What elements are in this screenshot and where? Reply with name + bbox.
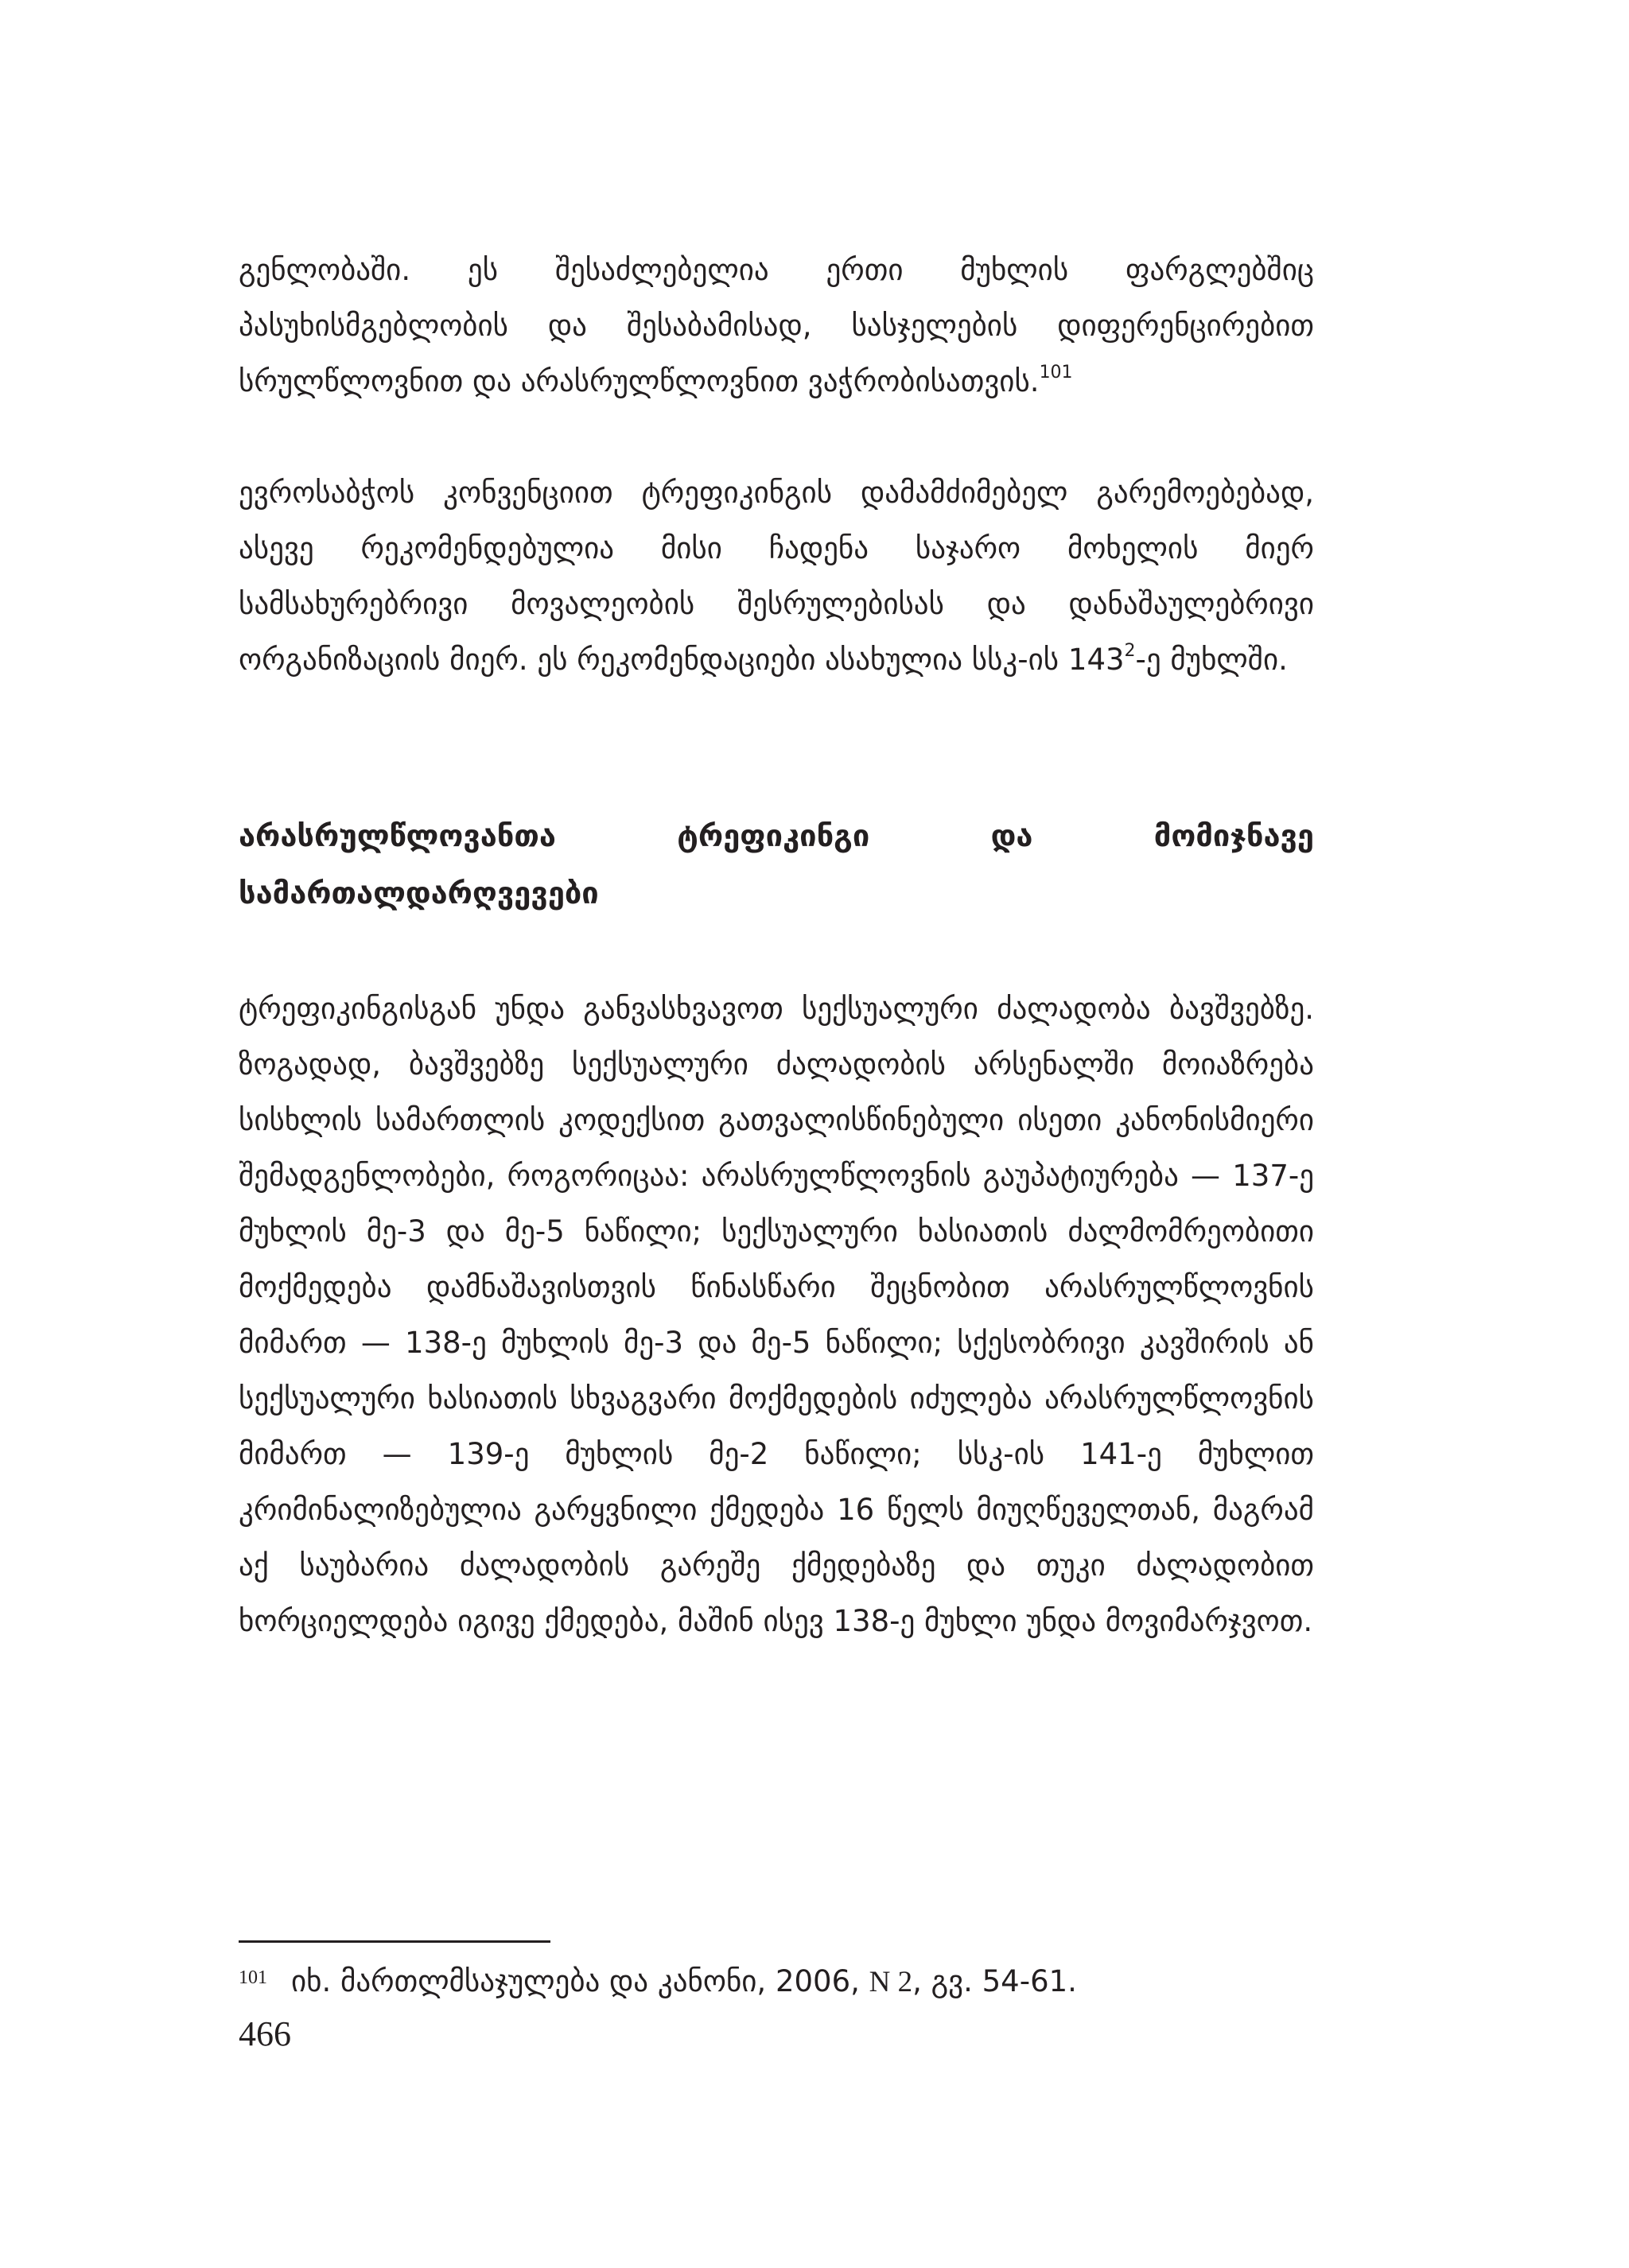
footnote-number: 101 [239, 1967, 267, 1988]
body-text [239, 243, 1314, 1649]
footnote-divider [239, 1940, 550, 1943]
section-heading: არასრულწლოვანთა ტრეფიკინგი და მომიჯნავე სამართალდარღვევები [239, 818, 1314, 911]
paragraph-1 [239, 243, 1314, 410]
page-number: 466 [239, 2014, 291, 2053]
footnote-issue-mark: N 2 [869, 1966, 913, 1998]
paragraph-1-text: გენლობაში. ეს შესაძლებელია ერთი მუხლის ფარგლებშიც პასუხისმგებლობის და შესაბამისად, სასჯელების დიფერენცირებით სრულწლოვნით და არასრულწლოვნით ვაჭრობისათვის. [239, 253, 1314, 398]
paragraph-2 [239, 465, 1314, 688]
footnote-text: იხ. მართლმსაჯულება და კანონი, 2006, [291, 1964, 869, 1998]
footnote-reference: 101 [1039, 362, 1073, 383]
footnote [239, 1958, 1314, 2010]
superscript-index: 2 [1124, 640, 1136, 661]
paragraph-2-text: ევროსაბჭოს კონვენციით ტრეფიკინგის დამამძიმებელ გარემოებებად, ასევე რეკომენდებულია მისი ჩადენა საჯარო მოხელის მიერ სამსახურებრივი მოვალეობის შესრულებისას და დანაშაულებრივი ორგანიზაციის მიერ. ეს რეკომენდაციები ასახულია სსკ-ის 143 [239, 476, 1314, 677]
paragraph-3: ტრეფიკინგისგან უნდა განვასხვავოთ სექსუალური ძალადობა ბავშვებზე. ზოგადად, ბავშვებზე სექსუალური ძალადობის არსენალში მოიაზრება სისხლის სამართლის კოდექსით გათვალისწინებული ისეთი კანონისმიერი შემადგენლობები, როგორიცაა: არასრულწლოვნის გაუპატიურება — 137-ე მუხლის მე-3 და მე-5 ნაწილი; სექსუალური ხასიათის ძალმომრეობითი მოქმედება დამნაშავისთვის წინასწარი შეცნობით არასრულწლოვნის მიმართ — 138-ე მუხლის მე-3 და მე-5 ნაწილი; სქესობრივი კავშირის ან სექსუალური ხასიათის სხვაგვარი მოქმედების იძულება არასრულწლოვნის მიმართ — 139-ე მუხლის მე-2 ნაწილი; სსკ-ის 141-ე მუხლით კრიმინალიზებულია გარყვნილი ქმედება 16 წელს მიუღწეველთან, მაგრამ აქ საუბარია ძალადობის გარეშე ქმედებაზე და თუკი ძალადობით ხორციელდება იგივე ქმედება, მაშინ ისევ 138-ე მუხლი უნდა მოვიმარჯვოთ. [239, 992, 1314, 1638]
paragraph-2-text-end: -ე მუხლში. [1135, 643, 1288, 677]
footnote-text-end: , გვ. 54-61. [912, 1964, 1077, 1998]
